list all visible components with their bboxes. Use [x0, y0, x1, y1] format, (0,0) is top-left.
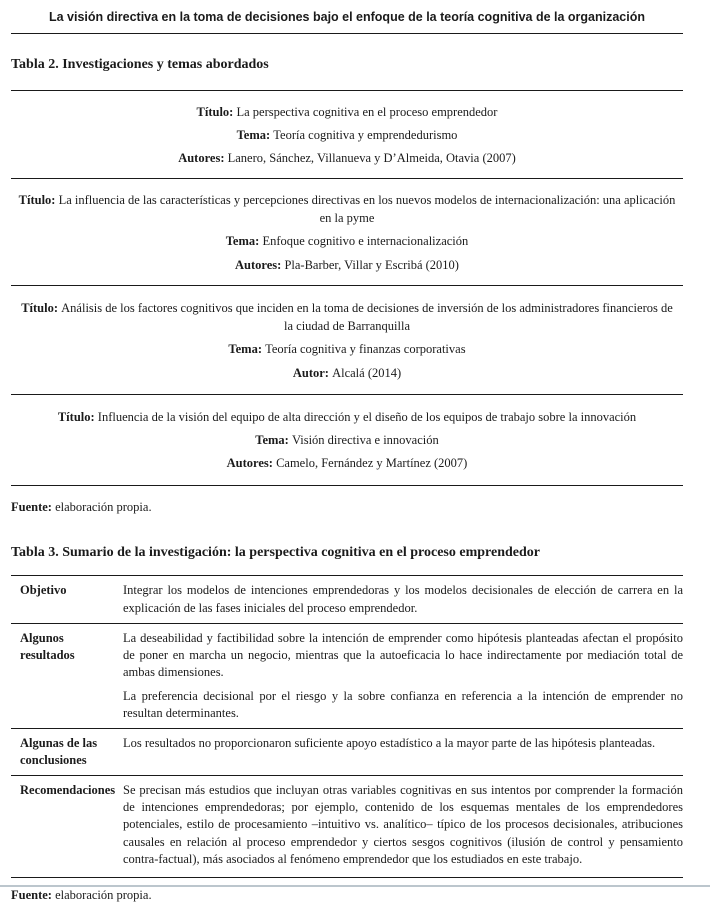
- entry-field: [17, 408, 677, 426]
- table3-source-note: [11, 887, 683, 904]
- source-label: Fuente:: [11, 500, 52, 515]
- field-value: Camelo, Fernández y Martínez (2007): [276, 456, 468, 471]
- study-entry: [11, 286, 683, 395]
- row-paragraph: Integrar los modelos de intenciones emprendedoras y los modelos decisionales de elección de carrera en la explicación de las fases iniciales del proceso emprendedor.: [123, 583, 683, 615]
- entry-field: [17, 340, 677, 358]
- study-entry: [11, 179, 683, 286]
- row-paragraph: La deseabilidad y factibilidad sobre la intención de emprender como hipótesis planteadas afectan el propósito de poner en marcha un negocio, mientras que la autoeficacia lo hace indirectamente por mediación total de ambas dimensiones.: [123, 630, 683, 680]
- table-row: [11, 576, 683, 624]
- study-entry: [11, 91, 683, 179]
- field-label: Autores:: [178, 150, 225, 165]
- entry-field: [17, 232, 677, 250]
- row-content: [123, 729, 683, 775]
- field-value: Lanero, Sánchez, Villanueva y D’Almeida, Otavia (2007): [227, 150, 516, 165]
- row-paragraph: Los resultados no proporcionaron suficiente apoyo estadístico a la mayor parte de las hipótesis planteadas.: [123, 736, 656, 751]
- field-value: La influencia de las características y percepciones directivas en los nuevos modelos de internacionalización: una aplicación en la pyme: [58, 193, 676, 226]
- field-value: Enfoque cognitivo e internacionalización: [262, 234, 469, 249]
- source-label: Fuente:: [11, 887, 52, 902]
- source-text: elaboración propia.: [55, 500, 152, 515]
- entry-field: [17, 454, 677, 472]
- entry-field: [17, 364, 677, 382]
- field-label: Título:: [18, 193, 56, 208]
- row-paragraph: La preferencia decisional por el riesgo y la sobre confianza en referencia a la intención de emprender no resultan determinantes.: [123, 688, 683, 720]
- table2: [11, 90, 683, 486]
- entry-field: [17, 103, 677, 121]
- field-value: Alcalá (2014): [332, 365, 402, 380]
- field-label: Tema:: [236, 127, 271, 142]
- field-label: Tema:: [228, 342, 262, 357]
- table-row: [11, 729, 683, 776]
- table3-caption: Tabla 3. Sumario de la investigación: la perspectiva cognitiva en el proceso emprendedor: [11, 545, 541, 561]
- table-row: [11, 776, 683, 877]
- page-content: [11, 0, 683, 904]
- entry-field: [17, 256, 677, 274]
- page-title: La visión directiva en la toma de decisiones bajo el enfoque de la teoría cognitiva de la organización: [49, 10, 645, 24]
- table3: [11, 575, 683, 878]
- row-header: Objetivo: [20, 583, 67, 598]
- table2-source-note: [11, 499, 683, 516]
- row-paragraph: Se precisan más estudios que incluyan otras variables cognitivas en sus intentos por comprender la formación de intenciones emprendedoras; por ejemplo, contenido de los esquemas mentales de los emprendedores potenciales, estilo de procesamiento –intuitivo vs. analítico– típico de los procesos decisionales, atribuciones causales en relación al proceso emprendedor y ciertos sesgos cognitivos (ilusión de control y pensamiento contra-factual), más asociados al fenómeno emprendedor que los estudiados en este trabajo.: [123, 782, 683, 866]
- field-value: Teoría cognitiva y emprendedurismo: [273, 127, 458, 142]
- field-label: Tema:: [225, 234, 260, 249]
- field-label: Título:: [57, 410, 95, 425]
- table-row: [11, 624, 683, 729]
- entry-field: [17, 149, 677, 167]
- row-content: [123, 624, 683, 728]
- entry-field: [17, 431, 677, 449]
- study-entry: [11, 395, 683, 486]
- field-value: Análisis de los factores cognitivos que inciden en la toma de decisiones de inversión de los administradores financieros de la ciudad de Barranquilla: [61, 301, 673, 334]
- field-label: Título:: [196, 104, 234, 119]
- row-header: Algunos resultados: [20, 630, 75, 662]
- row-content: [123, 776, 683, 877]
- field-value: La perspectiva cognitiva en el proceso emprendedor: [236, 104, 498, 119]
- field-label: Tema:: [255, 433, 289, 448]
- table2-caption: Tabla 2. Investigaciones y temas abordados: [11, 57, 269, 72]
- field-label: Autor:: [292, 365, 329, 380]
- entry-field: [17, 191, 677, 227]
- field-label: Autores:: [235, 257, 282, 272]
- row-content: [123, 576, 683, 623]
- row-header: Algunas de las conclusiones: [20, 736, 98, 767]
- field-label: Título:: [21, 301, 59, 316]
- field-value: Influencia de la visión del equipo de alta dirección y el diseño de los equipos de trabajo sobre la innovación: [97, 410, 637, 425]
- row-header: Recomendaciones: [20, 782, 116, 797]
- title-divider: [11, 33, 683, 34]
- field-label: Autores:: [226, 456, 273, 471]
- field-value: Visión directiva e innovación: [291, 433, 439, 448]
- entry-field: [17, 126, 677, 144]
- field-value: Pla-Barber, Villar y Escribá (2010): [284, 257, 459, 272]
- source-text: elaboración propia.: [55, 887, 152, 902]
- field-value: Teoría cognitiva y finanzas corporativas: [265, 342, 466, 357]
- entry-field: [17, 299, 677, 335]
